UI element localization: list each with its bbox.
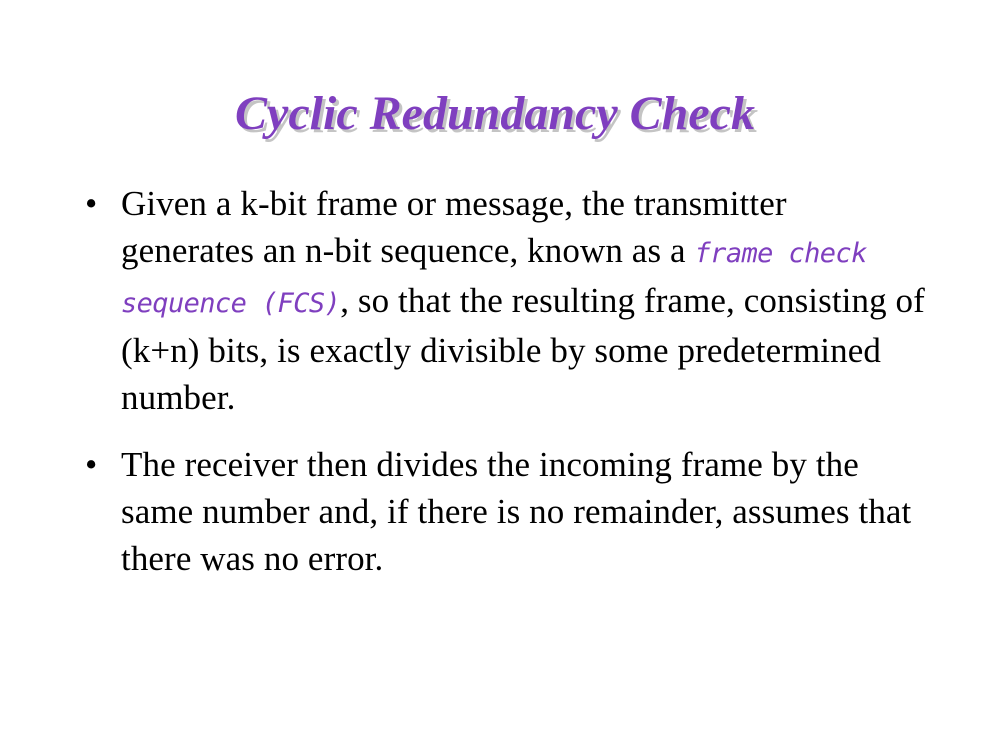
bullet-dot-icon: •: [85, 445, 98, 484]
bullet-item-1: [85, 180, 925, 421]
fcs-term-emphasis: frame check sequence (FCS): [121, 238, 867, 319]
bullet-list: [85, 180, 925, 582]
bullet-dot-icon: •: [85, 184, 98, 223]
bullet-1-text-after: , so that the resulting frame, consisting of (k+n) bits, is exactly divisible by some predetermined number.: [121, 281, 925, 417]
bullet-2-text: The receiver then divides the incoming frame by the same number and, if there is no remainder, assumes that there was no error.: [121, 445, 912, 578]
bullet-1-text-before: Given a k-bit frame or message, the transmitter generates an n-bit sequence, known as a: [121, 184, 787, 270]
slide-title: Cyclic Redundancy Check: [235, 87, 755, 140]
bullet-item-2: [85, 441, 925, 582]
